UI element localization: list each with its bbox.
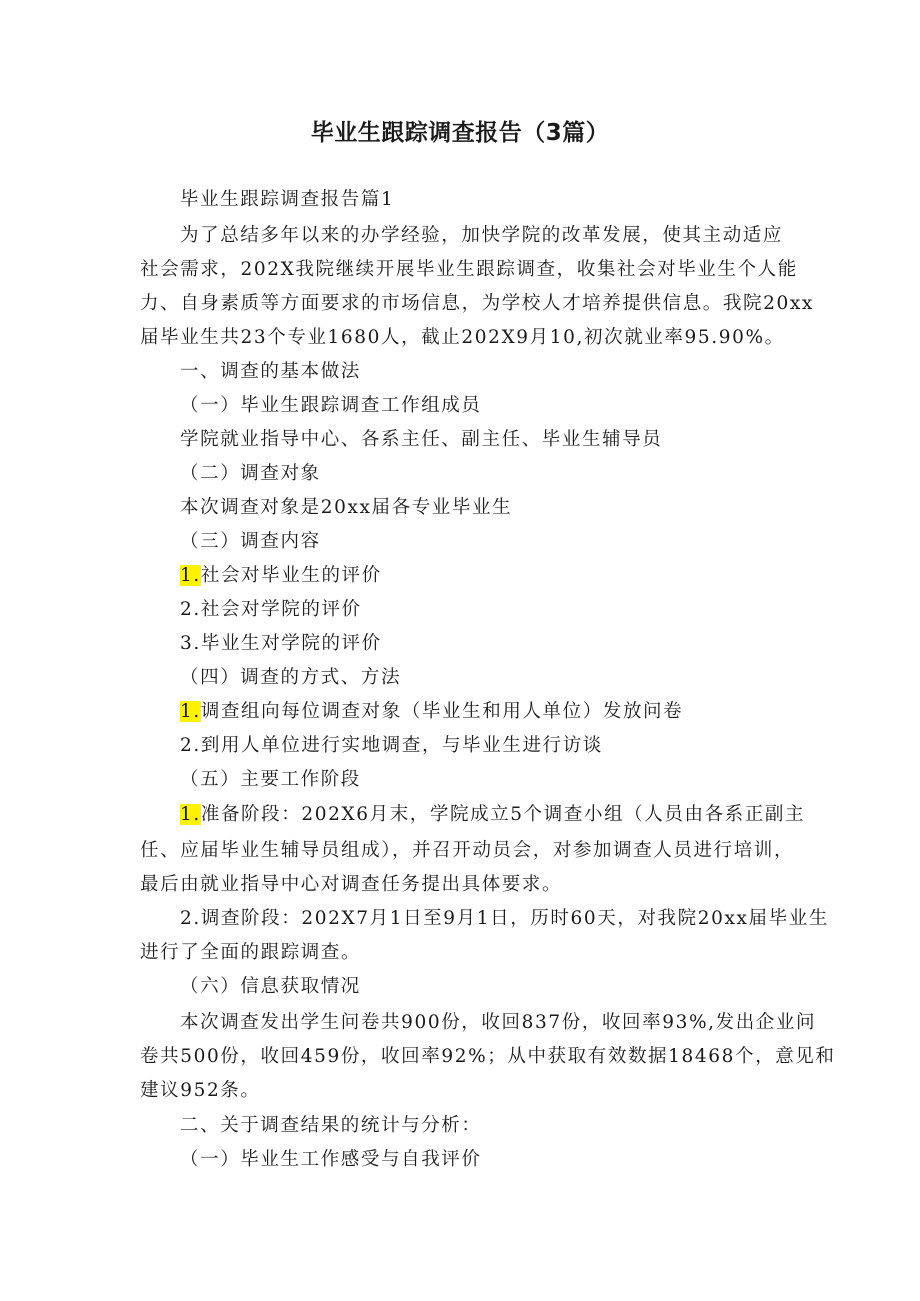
list-item: 1.准备阶段：202X6月末，学院成立5个调查小组（人员由各系正副主 [180,804,806,825]
highlighted-number: 1. [180,565,201,586]
paragraph-line: 最后由就业指导中心对调查任务提出具体要求。 [140,874,563,895]
heading-line: 二、关于调查结果的统计与分析： [180,1115,482,1136]
subheading-line: （三）调查内容 [180,531,321,552]
paragraph-line: 本次调查对象是20xx届各专业毕业生 [180,497,513,518]
paragraph-line: 建议952条。 [140,1080,261,1101]
paragraph-line: 社会需求，202X我院继续开展毕业生跟踪调查，收集社会对毕业生个人能 [140,259,798,280]
paragraph-line: 卷共500份，收回459份，收回率92%；从中获取有效数据18468个，意见和 [140,1046,836,1067]
subheading-line: （五）主要工作阶段 [180,769,361,790]
paragraph-line: 力、自身素质等方面要求的市场信息，为学校人才培养提供信息。我院20xx [140,293,814,314]
subheading-line: （二）调查对象 [180,463,321,484]
subheading-line: （四）调查的方式、方法 [180,667,402,688]
list-item: 1.调查组向每位调查对象（毕业生和用人单位）发放问卷 [180,701,684,722]
heading-line: 一、调查的基本做法 [180,361,361,382]
list-item: 2.调查阶段：202X7月1日至9月1日，历时60天，对我院20xx届毕业生 [180,908,829,929]
subheading-line: （一）毕业生跟踪调查工作组成员 [180,395,482,416]
list-item: 2.到用人单位进行实地调查，与毕业生进行访谈 [180,735,603,756]
paragraph-line: 任、应届毕业生辅导员组成），并召开动员会，对参加调查人员进行培训， [140,840,795,861]
highlighted-number: 1. [180,701,201,722]
section-heading: 毕业生跟踪调查报告篇1 [180,189,395,210]
list-item: 3.毕业生对学院的评价 [180,633,382,654]
list-item: 2.社会对学院的评价 [180,599,362,620]
paragraph-line: 本次调查发出学生问卷共900份，收回837份，收回率93%,发出企业问 [180,1012,817,1033]
document-title: 毕业生跟踪调查报告（3篇） [310,120,610,146]
highlighted-number: 1. [180,804,201,825]
paragraph-line: 进行了全面的跟踪调查。 [140,942,362,963]
paragraph-line: 为了总结多年以来的办学经验，加快学院的改革发展，使其主动适应 [180,225,784,246]
list-item: 1.社会对毕业生的评价 [180,565,382,586]
paragraph-line: 届毕业生共23个专业1680人，截止202X9月10,初次就业率95.90%。 [140,327,785,348]
subheading-line: （六）信息获取情况 [180,976,361,997]
subheading-line: （一）毕业生工作感受与自我评价 [180,1149,482,1170]
paragraph-line: 学院就业指导中心、各系主任、副主任、毕业生辅导员 [180,429,663,450]
